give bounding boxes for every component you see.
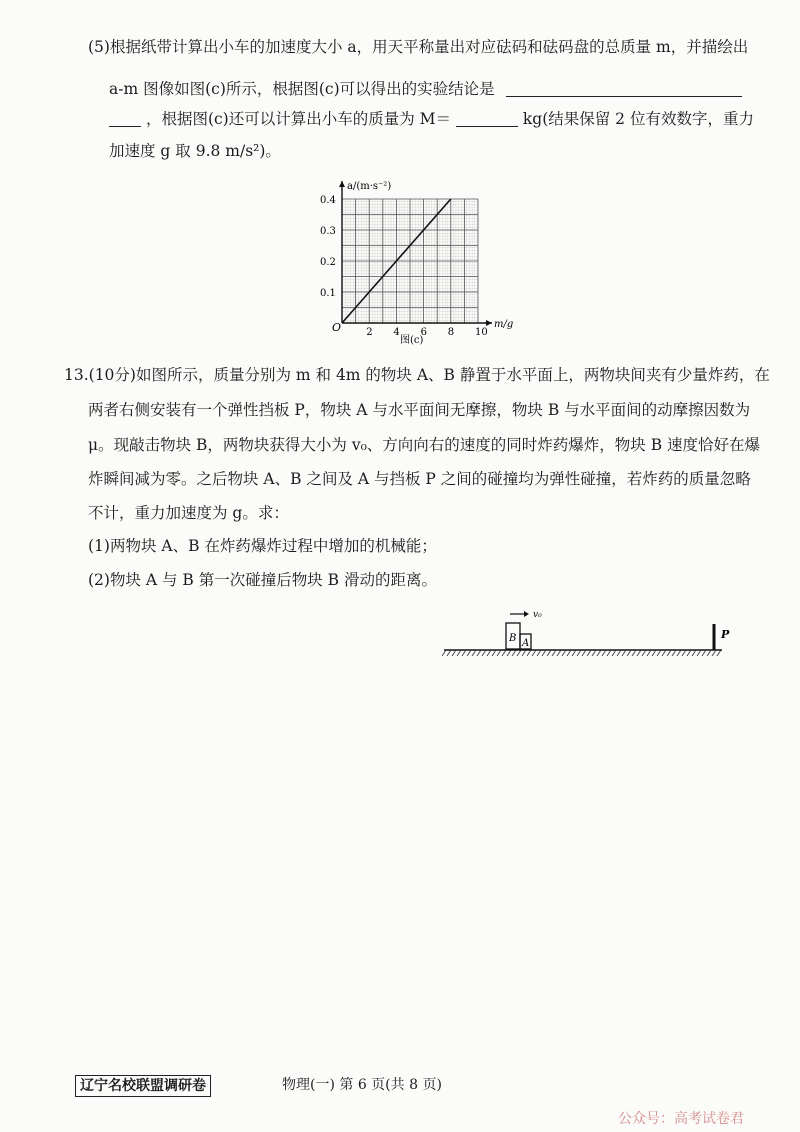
y-tick-label: 0.4: [320, 195, 336, 206]
x-tick-label: 6: [420, 327, 427, 338]
blocks-diagram: [440, 600, 730, 664]
hatch-mark: [527, 650, 531, 656]
block-b-label: B: [509, 633, 517, 644]
hatch-mark: [667, 650, 671, 656]
hatch-mark: [442, 650, 446, 656]
q12-line-1: (5)根据纸带计算出小车的加速度大小 a，用天平称量出对应砝码和砝码盘的总质量 m，并描绘出: [88, 38, 749, 56]
hatch-mark: [717, 650, 721, 656]
x-tick-label: 2: [366, 327, 373, 338]
answer-blank-conclusion-cont: [109, 110, 141, 127]
hatch-mark: [677, 650, 681, 656]
hatch-mark: [687, 650, 691, 656]
hatch-mark: [557, 650, 561, 656]
hatch-mark: [642, 650, 646, 656]
q13-line-1: 13.(10分)如图所示，质量分别为 m 和 4m 的物块 A、B 静置于水平面上，两物块间夹有少量炸药，在: [64, 366, 770, 384]
hatch-mark: [577, 650, 581, 656]
hatch-mark: [542, 650, 546, 656]
hatch-mark: [712, 650, 716, 656]
hatch-mark: [647, 650, 651, 656]
hatch-mark: [657, 650, 661, 656]
hatch-mark: [482, 650, 486, 656]
plate-label: P: [721, 628, 730, 641]
hatch-mark: [532, 650, 536, 656]
q13-line-6: (1)两物块 A、B 在炸药爆炸过程中增加的机械能；: [88, 537, 437, 555]
x-tick-label: 10: [475, 327, 488, 338]
hatch-mark: [477, 650, 481, 656]
hatch-mark: [547, 650, 551, 656]
answer-blank-conclusion: [506, 80, 742, 97]
hatch-mark: [462, 650, 466, 656]
velocity-label: v₀: [533, 610, 542, 620]
hatch-mark: [447, 650, 451, 656]
y-axis-label: a/(m·s⁻²): [347, 181, 392, 192]
hatch-mark: [682, 650, 686, 656]
hatch-mark: [707, 650, 711, 656]
q13-line-2: 两者右侧安装有一个弹性挡板 P，物块 A 与水平面间无摩擦，物块 B 与水平面间的动摩擦因数为: [88, 401, 751, 419]
hatch-mark: [457, 650, 461, 656]
ground-hatch: [442, 650, 721, 656]
hatch-mark: [692, 650, 696, 656]
hatch-mark: [697, 650, 701, 656]
hatch-mark: [472, 650, 476, 656]
hatch-mark: [612, 650, 616, 656]
hatch-mark: [517, 650, 521, 656]
answer-blank-mass: [456, 110, 518, 127]
hatch-mark: [497, 650, 501, 656]
x-tick-label: 4: [393, 327, 400, 338]
hatch-mark: [562, 650, 566, 656]
chart-title: 图(c): [400, 335, 424, 346]
hatch-mark: [537, 650, 541, 656]
hatch-mark: [702, 650, 706, 656]
q12-line-2-text: a-m 图像如图(c)所示，根据图(c)可以得出的实验结论是: [109, 80, 495, 98]
hatch-mark: [607, 650, 611, 656]
velocity-arrow: [510, 611, 529, 617]
hatch-mark: [492, 650, 496, 656]
origin-label: O: [332, 321, 342, 334]
y-tick-label: 0.1: [320, 288, 336, 299]
y-tick-label: 0.3: [320, 226, 336, 237]
hatch-mark: [522, 650, 526, 656]
q12-line-4: 加速度 g 取 9.8 m/s²)。: [109, 142, 281, 160]
x-axis-label: m/g: [494, 319, 514, 330]
x-tick-label: 8: [447, 327, 455, 338]
hatch-mark: [617, 650, 621, 656]
hatch-mark: [662, 650, 666, 656]
hatch-mark: [597, 650, 601, 656]
hatch-mark: [452, 650, 456, 656]
hatch-mark: [672, 650, 676, 656]
hatch-mark: [487, 650, 491, 656]
y-tick-labels: [320, 195, 336, 299]
hatch-mark: [622, 650, 626, 656]
q12-line-3-text-b: kg(结果保留 2 位有效数字，重力: [522, 110, 754, 128]
hatch-mark: [637, 650, 641, 656]
hatch-mark: [592, 650, 596, 656]
q12-line-3: [109, 108, 754, 130]
block-a-label: A: [522, 638, 530, 649]
hatch-mark: [587, 650, 591, 656]
q13-line-7: (2)物块 A 与 B 第一次碰撞后物块 B 滑动的距离。: [88, 571, 437, 589]
page-info: 物理(一) 第 6 页(共 8 页): [282, 1077, 442, 1093]
hatch-mark: [552, 650, 556, 656]
hatch-mark: [512, 650, 516, 656]
a-m-graph: [318, 175, 518, 347]
x-tick-labels: [366, 327, 488, 338]
hatch-mark: [582, 650, 586, 656]
y-tick-label: 0.2: [320, 257, 336, 268]
hatch-mark: [567, 650, 571, 656]
q13-line-5: 不计，重力加速度为 g。求：: [88, 504, 289, 522]
hatch-mark: [572, 650, 576, 656]
hatch-mark: [652, 650, 656, 656]
hatch-mark: [502, 650, 506, 656]
exam-name: 辽宁名校联盟调研卷: [75, 1075, 211, 1097]
hatch-mark: [632, 650, 636, 656]
hatch-mark: [467, 650, 471, 656]
hatch-mark: [627, 650, 631, 656]
q13-line-3: μ。现敲击物块 B，两物块获得大小为 v₀、方向向右的速度的同时炸药爆炸，物块 B 速度恰好在爆: [88, 436, 761, 454]
q12-line-2: [109, 78, 742, 100]
q12-line-3-text: ，根据图(c)还可以计算出小车的质量为 M＝: [145, 110, 452, 128]
q13-line-4: 炸瞬间减为零。之后物块 A、B 之间及 A 与挡板 P 之间的碰撞均为弹性碰撞，若炸药的质量忽略: [88, 470, 751, 488]
watermark: 公众号：高考试卷君: [618, 1111, 744, 1127]
hatch-mark: [602, 650, 606, 656]
hatch-mark: [507, 650, 511, 656]
